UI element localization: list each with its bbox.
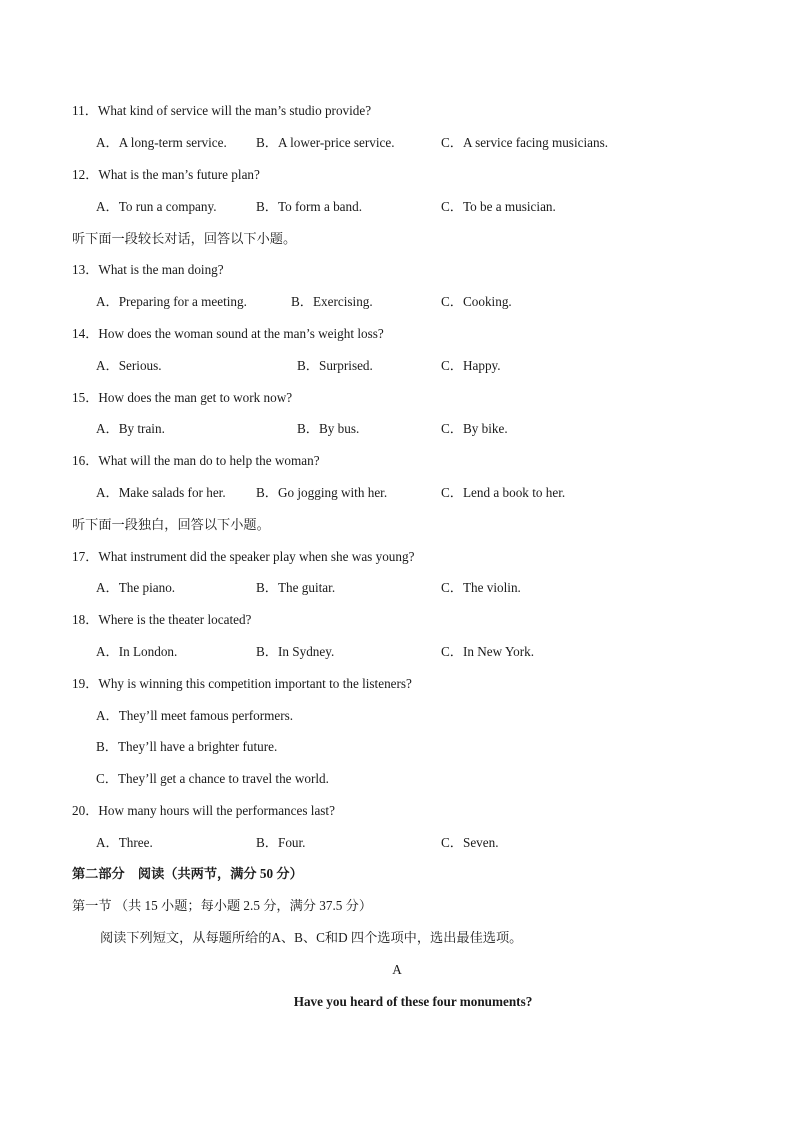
option-19-c: C．They’ll get a chance to travel the world. xyxy=(96,771,329,786)
option-19-b: B．They’ll have a brighter future. xyxy=(96,739,278,754)
option-20-a: A．Three. xyxy=(96,835,153,850)
question-12: 12．What is the man’s future plan? xyxy=(72,167,260,182)
option-12-a: A．To run a company. xyxy=(96,199,217,214)
instruction-monologue: 听下面一段独白，回答以下小题。 xyxy=(72,517,270,532)
option-13-a: A．Preparing for a meeting. xyxy=(96,294,247,309)
instruction-long-dialogue: 听下面一段较长对话，回答以下小题。 xyxy=(72,231,297,246)
option-15-b: B．By bus. xyxy=(297,421,360,436)
option-17-b: B．The guitar. xyxy=(256,580,336,595)
part2-heading: 第二部分 阅读（共两节，满分 50 分） xyxy=(72,866,303,881)
option-14-b: B．Surprised. xyxy=(297,358,373,373)
question-14: 14．How does the woman sound at the man’s weight loss? xyxy=(72,326,384,341)
option-14-c: C．Happy. xyxy=(441,358,501,373)
option-17-c: C．The violin. xyxy=(441,580,521,595)
section1-heading: 第一节 （共 15 小题；每小题 2.5 分，满分 37.5 分） xyxy=(72,898,373,913)
option-11-b: B．A lower-price service. xyxy=(256,135,395,150)
option-13-b: B．Exercising. xyxy=(291,294,373,309)
question-18: 18．Where is the theater located? xyxy=(72,612,252,627)
question-16: 16．What will the man do to help the woman? xyxy=(72,453,320,468)
option-18-a: A．In London. xyxy=(96,644,178,659)
passage-title: Have you heard of these four monuments? xyxy=(293,994,533,1009)
option-18-c: C．In New York. xyxy=(441,644,535,659)
option-15-a: A．By train. xyxy=(96,421,165,436)
question-20: 20．How many hours will the performances last? xyxy=(72,803,335,818)
question-15: 15．How does the man get to work now? xyxy=(72,390,293,405)
option-20-b: B．Four. xyxy=(256,835,306,850)
option-13-c: C．Cooking. xyxy=(441,294,512,309)
option-18-b: B．In Sydney. xyxy=(256,644,335,659)
question-17: 17．What instrument did the speaker play when she was young? xyxy=(72,549,415,564)
option-16-a: A．Make salads for her. xyxy=(96,485,226,500)
option-20-c: C．Seven. xyxy=(441,835,499,850)
option-12-c: C．To be a musician. xyxy=(441,199,556,214)
question-13: 13．What is the man doing? xyxy=(72,262,224,277)
option-11-c: C．A service facing musicians. xyxy=(441,135,609,150)
option-12-b: B．To form a band. xyxy=(256,199,363,214)
option-19-a: A．They’ll meet famous performers. xyxy=(96,708,294,723)
passage-label: A xyxy=(392,962,402,977)
option-16-b: B．Go jogging with her. xyxy=(256,485,388,500)
option-16-c: C．Lend a book to her. xyxy=(441,485,566,500)
reading-directions: 阅读下列短文，从每题所给的A、B、C和D 四个选项中，选出最佳选项。 xyxy=(100,930,523,945)
option-14-a: A．Serious. xyxy=(96,358,162,373)
option-15-c: C．By bike. xyxy=(441,421,508,436)
question-19: 19．Why is winning this competition important to the listeners? xyxy=(72,676,412,691)
option-11-a: A．A long-term service. xyxy=(96,135,227,150)
option-17-a: A．The piano. xyxy=(96,580,176,595)
question-11: 11．What kind of service will the man’s studio provide? xyxy=(72,103,372,118)
